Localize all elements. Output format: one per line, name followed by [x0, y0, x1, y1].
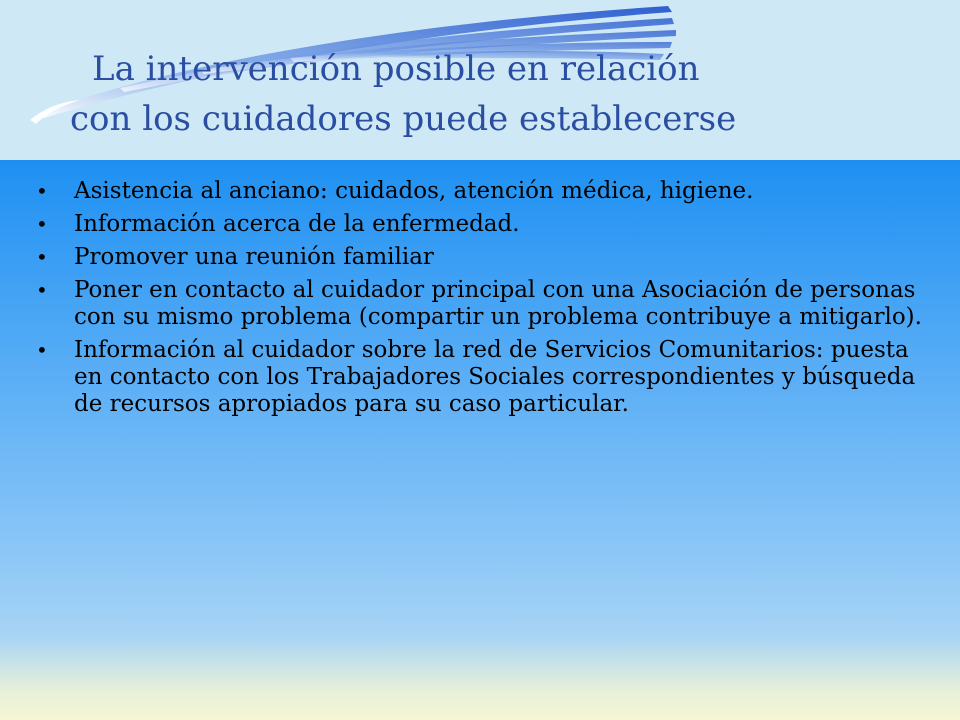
bullet-dot-icon: •: [36, 338, 48, 362]
bullet-item: [36, 211, 926, 238]
bullet-dot-icon: •: [36, 278, 48, 302]
bullet-item: [36, 178, 926, 205]
bullet-dot-icon: •: [36, 179, 48, 203]
bullet-text: Promover una reunión familiar: [74, 244, 434, 270]
bullet-item: [36, 277, 926, 331]
title-line-2: con los cuidadores puede establecerse: [70, 99, 737, 139]
bullet-text: Asistencia al anciano: cuidados, atención médica, higiene.: [74, 178, 754, 204]
bullet-text: Información acerca de la enfermedad.: [74, 211, 520, 237]
title-line-1: La intervención posible en relación: [92, 49, 700, 89]
bullet-list: [36, 178, 926, 424]
bullet-item: [36, 244, 926, 271]
bullet-item: [36, 337, 926, 418]
bullet-dot-icon: •: [36, 245, 48, 269]
slide-title: [60, 44, 920, 144]
bullet-text: Poner en contacto al cuidador principal con una Asociación de personas con su mismo problema (compartir un problema contribuye a mitigarlo).: [74, 277, 922, 330]
bullet-dot-icon: •: [36, 212, 48, 236]
bullet-text: Información al cuidador sobre la red de Servicios Comunitarios: puesta en contacto con los Trabajadores Sociales correspondientes y búsqueda de recursos apropiados para su caso particular.: [74, 337, 916, 417]
